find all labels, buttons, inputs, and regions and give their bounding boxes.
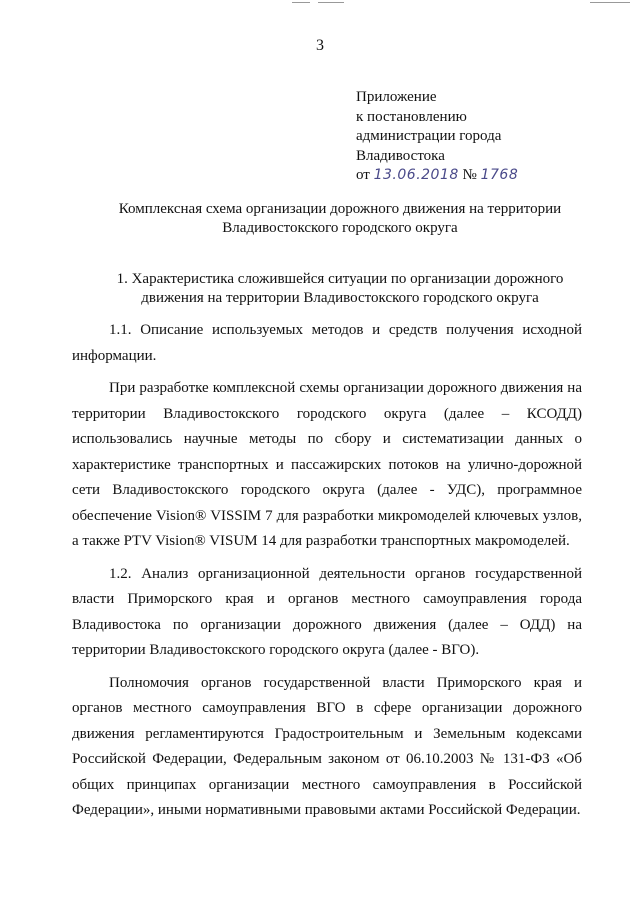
- paragraph-analysis: 1.2. Анализ организационной деятельности органов государственной власти Приморского края и органов местного самоуправления города Владивостока по организации дорожного движения (далее – ОДД) на территории Владивостокского городского округа (далее - ВГО).: [72, 565, 582, 658]
- scan-mark: [590, 2, 630, 3]
- page-number: 3: [316, 37, 324, 54]
- appendix-block: [356, 88, 518, 186]
- document-title: [60, 200, 620, 238]
- title-line-1: Комплексная схема организации дорожного движения на территории: [118, 201, 562, 217]
- paragraph-methods: 1.1. Описание используемых методов и средств получения исходной информации.: [72, 322, 582, 364]
- section-heading-line-1: 1. Характеристика сложившейся ситуации по организации дорожного: [116, 271, 564, 287]
- scan-mark: [292, 2, 310, 3]
- section-heading-line-2: движения на территории Владивостокского городского округа: [141, 290, 539, 306]
- title-line-2: Владивостокского городского округа: [222, 220, 458, 236]
- scan-mark: [318, 2, 344, 3]
- body-text: [72, 318, 582, 831]
- appendix-line: к постановлению: [356, 108, 467, 125]
- appendix-line: администрации города: [356, 128, 502, 144]
- paragraph-authority: Полномочия органов государственной власти Приморского края и органов местного самоуправления ВГО в сфере организации дорожного движения регламентируются Градостроительным и Земельным кодексами Российской Федерации, Федеральным законом от 06.10.2003 № 131-ФЗ «Об общих принципах организации местного самоуправления в Российской Федерации», иными нормативными правовыми актами Российской Федерации.: [72, 674, 582, 818]
- appendix-line: Владивостока: [356, 147, 445, 164]
- number-sign: №: [462, 167, 477, 183]
- appendix-line: Приложение: [356, 89, 437, 105]
- handwritten-date: 13.06.2018: [373, 167, 459, 183]
- handwritten-number: 1768: [480, 167, 519, 183]
- section-heading: [60, 270, 620, 308]
- appendix-date-line: [356, 166, 518, 186]
- paragraph-development: При разработке комплексной схемы организации дорожного движения на территории Владивостокского городского округа (далее – КСОДД) использовались научные методы по сбору и систематизации данных о характеристике транспортных и пассажирских потоков на улично-дорожной сети Владивостокского городского округа (далее - УДС), программное обеспечение Vision® VISSIM 7 для разработки микромоделей ключевых узлов, а также PTV Vision® VISUM 14 для разработки транспортных макромоделей.: [72, 380, 582, 549]
- date-prefix: от: [356, 167, 370, 183]
